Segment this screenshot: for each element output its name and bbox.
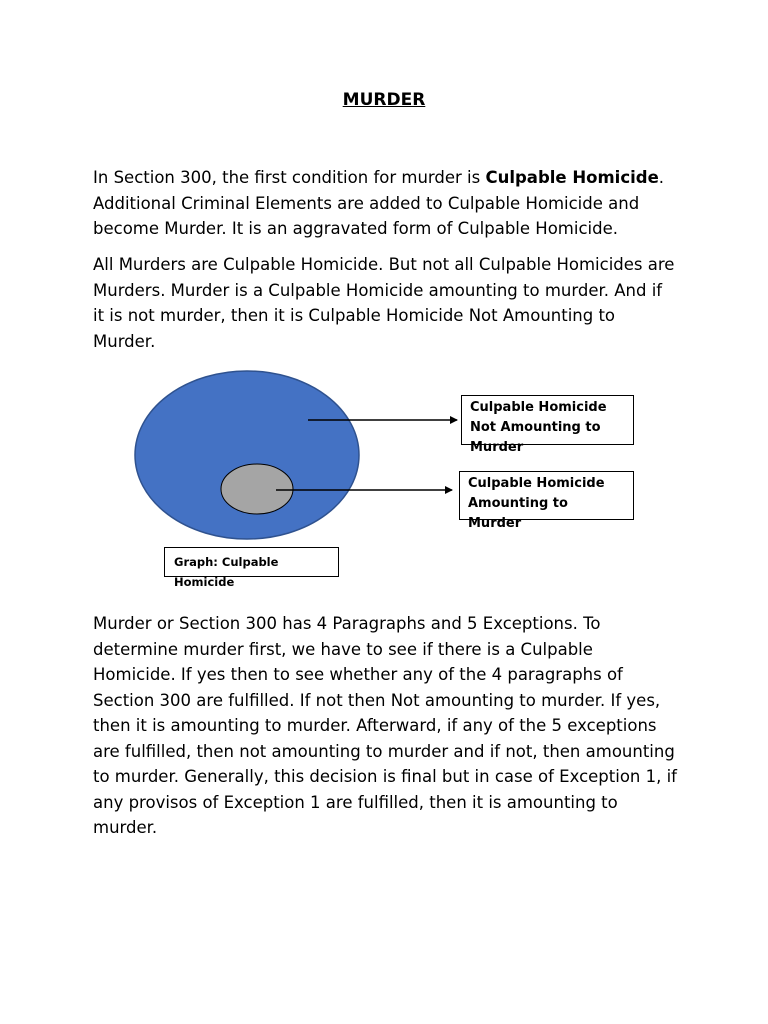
paragraph-intro-tail: . Additional Criminal Elements are added to Culpable Homicide and become Murder. It is an aggravated form of Culpable Homicide. [93, 168, 665, 238]
outer-circle-culpable-homicide [135, 371, 359, 539]
inner-circle-amounting-to-murder [221, 464, 293, 514]
paragraph-intro [93, 165, 678, 242]
label-amounting-to-murder: Culpable Homicide Amounting to Murder [459, 471, 634, 520]
paragraph-intro-text: In Section 300, the first condition for murder is [93, 168, 486, 187]
label-not-amounting-to-murder: Culpable Homicide Not Amounting to Murder [461, 395, 634, 445]
document-title: MURDER [342, 90, 426, 110]
paragraph-intro-bold: Culpable Homicide [485, 168, 659, 187]
paragraph-determination: Murder or Section 300 has 4 Paragraphs and 5 Exceptions. To determine murder first, we have to see if there is a Culpable Homicide. If yes then to see whether any of the 4 paragraphs of Section 300 are fulfilled. If not then Not amounting to murder. If yes, then it is amounting to murder. Afterward, if any of the 5 exceptions are fulfilled, then not amounting to murder and if not, then amounting to murder. Generally, this decision is final but in case of Exception 1, if any provisos of Exception 1 are fulfilled, then it is amounting to murder. [93, 614, 677, 837]
paragraph-relationship: All Murders are Culpable Homicide. But not all Culpable Homicides are Murders. Murder is a Culpable Homicide amounting to murder. And if it is not murder, then it is Culpable Homicide Not Amounting to Murder. [93, 255, 675, 351]
graph-caption: Graph: Culpable Homicide [164, 547, 339, 577]
